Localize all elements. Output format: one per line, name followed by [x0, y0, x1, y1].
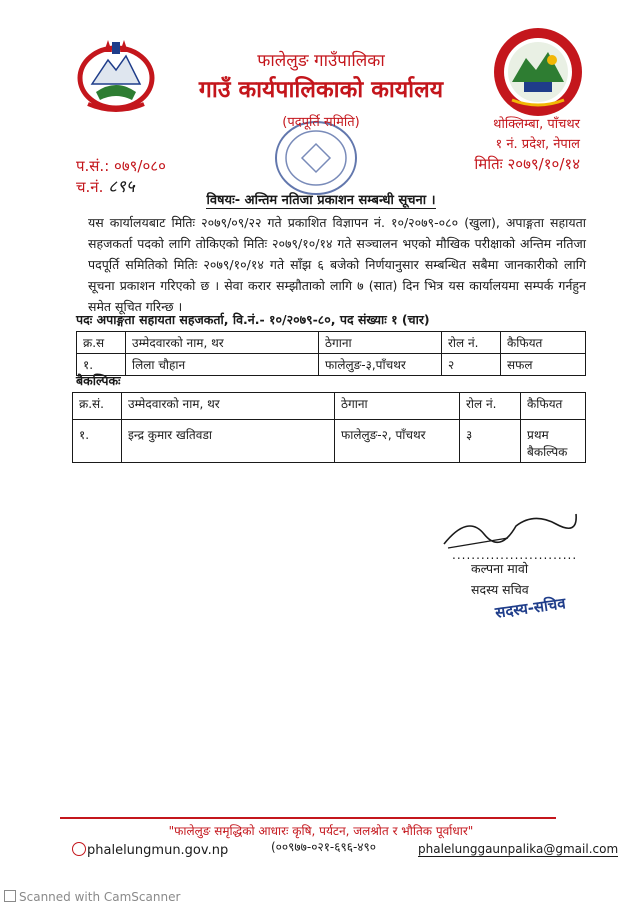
- camscanner-icon: [4, 890, 16, 902]
- date-label: मितिः: [474, 155, 503, 173]
- website-text: phalelungmun.gov.np: [87, 843, 229, 858]
- header-cell: उम्मेदवारको नाम, थर: [122, 393, 335, 420]
- address-line2: १ नं. प्रदेश, नेपाल: [495, 137, 580, 152]
- footer-divider: [60, 817, 556, 819]
- notice-body: यस कार्यालयबाट मितिः २०७९/०९/२२ गते प्रकाशित विज्ञापन नं. १०/२०७९-०८० (खुला), अपाङ्गता सहायता सहजकर्ता पदको लागि तोकिएको मितिः २०७९/१०/१४ गते सञ्चालन भएको मौखिक परीक्षाको अन्तिम नतिजा पदपूर्ति समितिको मितिः २०७९/१०/१४ गते साँझ ६ बजेको निर्णयानुसार सम्बन्धित सबैमा जानकारीको लागि सूचना प्रकाशन गरिएको छ । सेवा करार सम्झौताको लागि ७ (सात) दिन भित्र यस कार्यालयमा सम्पर्क गर्नहुन समेत सूचित गरिन्छ ।: [88, 215, 586, 314]
- cell-name: इन्द्र कुमार खतिवडा: [122, 420, 335, 463]
- signer-title: सदस्य सचिव: [471, 582, 529, 597]
- result-table: [76, 331, 586, 376]
- date-value: २०७९/१०/१४: [507, 155, 580, 173]
- office-title: गाउँ कार्यपालिकाको कार्यालय: [198, 77, 444, 103]
- post-details: पदः अपाङ्गता सहायता सहजकर्ता, वि.नं.- १०/२०७९-८०, पद संख्याः १ (चार): [76, 312, 430, 327]
- dispatch-value: ८९५: [108, 177, 135, 197]
- table-row: [73, 420, 586, 463]
- cell-remark: सफल: [501, 354, 586, 376]
- header-cell: रोल नं.: [442, 332, 501, 354]
- header-cell: ठेगाना: [335, 393, 460, 420]
- alternate-label: बैकल्पिकः: [76, 373, 121, 388]
- cell-remark: प्रथम बैकल्पिक: [521, 420, 586, 463]
- designation-stamp: सदस्य-सचिव: [494, 594, 567, 622]
- cell-roll: ३: [460, 420, 521, 463]
- date-line: [474, 154, 580, 174]
- cell-address: फालेलुङ-३,पाँचथर: [319, 354, 442, 376]
- email-text: phalelunggaunpalika@gmail.com: [418, 842, 619, 856]
- signature-line: ..........................: [452, 548, 578, 562]
- cell-serial: १.: [77, 354, 126, 376]
- cell-roll: २: [442, 354, 501, 376]
- alternate-table: [72, 392, 586, 463]
- signer-name: कल्पना मावो: [471, 561, 529, 576]
- globe-icon: [72, 842, 86, 856]
- header-cell: रोल नं.: [460, 393, 521, 420]
- office-name: फालेलुङ गाउँपालिका: [257, 51, 385, 71]
- dispatch-label: च.नं.: [76, 178, 104, 196]
- table-header-row: [73, 393, 586, 420]
- subject-text: विषयः- अन्तिम नतिजा प्रकाशन सम्बन्धी सूचना ।: [206, 193, 436, 208]
- phone-number: (००९७७-०२१-६९६-४९०: [271, 840, 377, 854]
- table-header-row: [77, 332, 586, 354]
- cell-address: फालेलुङ-२, पाँचथर: [335, 420, 460, 463]
- subject-line: [0, 190, 642, 208]
- address-line1: थोक्लिम्बा, पाँचथर: [493, 117, 580, 132]
- header-cell: क्र.सं.: [73, 393, 122, 420]
- header-cell: कैफियत: [501, 332, 586, 354]
- reference-number: प.सं.: ०७९/०८०: [76, 157, 166, 175]
- header-cell: ठेगाना: [319, 332, 442, 354]
- scanner-text: Scanned with CamScanner: [19, 890, 181, 904]
- header-cell: क्र.स: [77, 332, 126, 354]
- header-cell: कैफियत: [521, 393, 586, 420]
- handwritten-signature: [438, 504, 580, 554]
- header-cell: उम्मेदवारको नाम, थर: [126, 332, 319, 354]
- footer-slogan: "फालेलुङ समृद्धिको आधारः कृषि, पर्यटन, जलश्रोत र भौतिक पूर्वाधार": [168, 824, 474, 838]
- cell-name: लिला चौहान: [126, 354, 319, 376]
- cell-serial: १.: [73, 420, 122, 463]
- website-link[interactable]: [72, 842, 228, 858]
- committee-label: (पदपूर्ति समिति): [282, 115, 360, 130]
- email-link[interactable]: [418, 842, 618, 856]
- scanner-watermark: [4, 890, 180, 904]
- table-row: [77, 354, 586, 376]
